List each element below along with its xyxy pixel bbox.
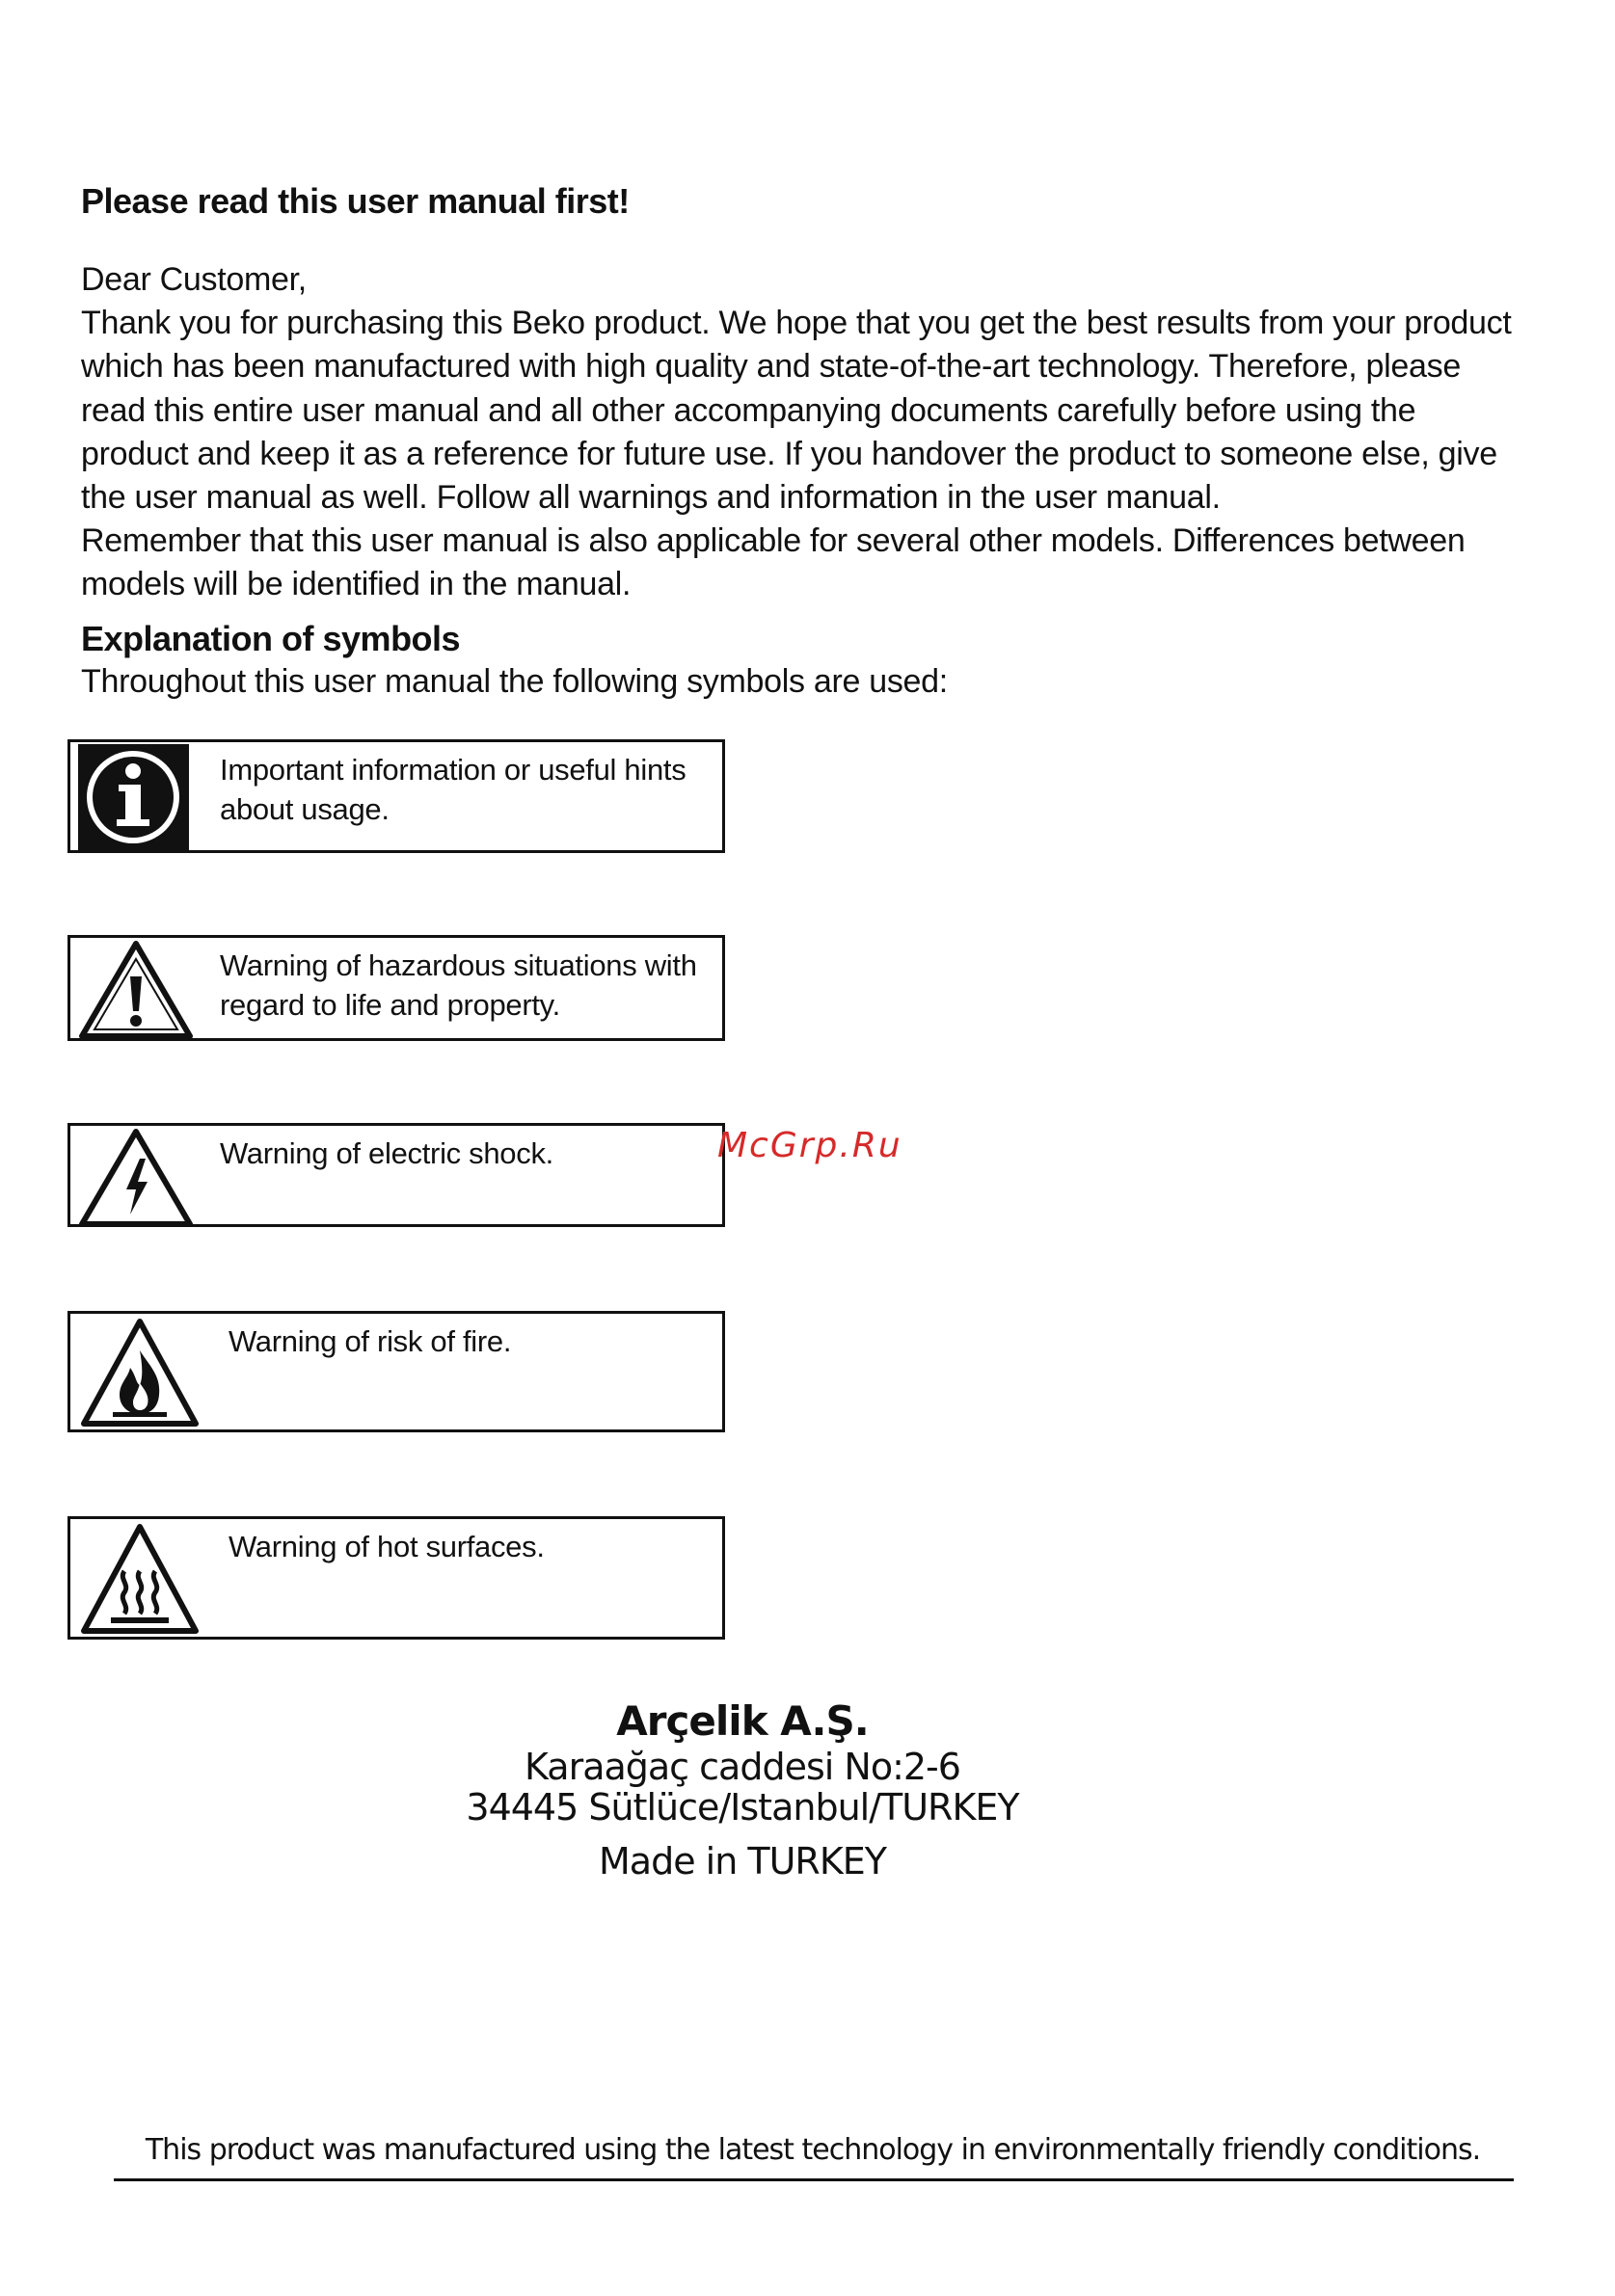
warning-icon	[78, 940, 194, 1045]
symbol-text-warning: Warning of hazardous situations with regard to life and property.	[220, 948, 697, 1022]
manufacturer-address	[424, 1696, 1061, 1882]
info-icon	[78, 744, 189, 855]
footer-divider	[114, 2178, 1514, 2181]
made-in: Made in TURKEY	[599, 1840, 886, 1882]
electric-shock-icon	[78, 1128, 194, 1233]
hot-surface-icon	[78, 1521, 202, 1642]
company-name: Arçelik A.Ş.	[616, 1697, 869, 1745]
symbol-text-info: Important information or useful hints about usage.	[220, 753, 686, 826]
symbol-box-warning	[67, 935, 725, 1041]
footer-note: This product was manufactured using the latest technology in environmentally friendly conditions.	[145, 2133, 1481, 2167]
symbols-intro: Throughout this user manual the following symbols are used:	[81, 663, 948, 700]
page-title: Please read this user manual first!	[81, 181, 630, 221]
symbol-box-hot-surface	[67, 1516, 725, 1640]
symbol-text-fire: Warning of risk of fire.	[229, 1324, 512, 1358]
watermark: McGrp.Ru	[717, 1126, 902, 1165]
symbol-text-hot-surface: Warning of hot surfaces.	[229, 1530, 545, 1563]
symbols-heading: Explanation of symbols	[81, 619, 461, 658]
symbol-box-fire	[67, 1311, 725, 1432]
symbol-box-info	[67, 739, 725, 853]
intro-text	[81, 258, 1527, 607]
intro-paragraph-1: Thank you for purchasing this Beko product. We hope that you get the best results from your product which has been manufactured with high quality and state-of-the-art technology. Therefore, please read this entire user manual and all other accompanying documents carefully before using the product and keep it as a reference for future use. If you handover the product to someone else, give the user manual as well. Follow all warnings and information in the user manual.	[81, 305, 1512, 517]
symbol-box-electric	[67, 1123, 725, 1227]
street-address: Karaağaç caddesi No:2-6	[525, 1746, 960, 1788]
intro-paragraph-2: Remember that this user manual is also applicable for several other models. Differences between models will be identified in the manual.	[81, 522, 1466, 603]
fire-icon	[78, 1316, 202, 1434]
symbol-text-electric: Warning of electric shock.	[220, 1136, 553, 1170]
city-address: 34445 Sütlüce/Istanbul/TURKEY	[466, 1786, 1019, 1829]
greeting: Dear Customer,	[81, 261, 307, 298]
